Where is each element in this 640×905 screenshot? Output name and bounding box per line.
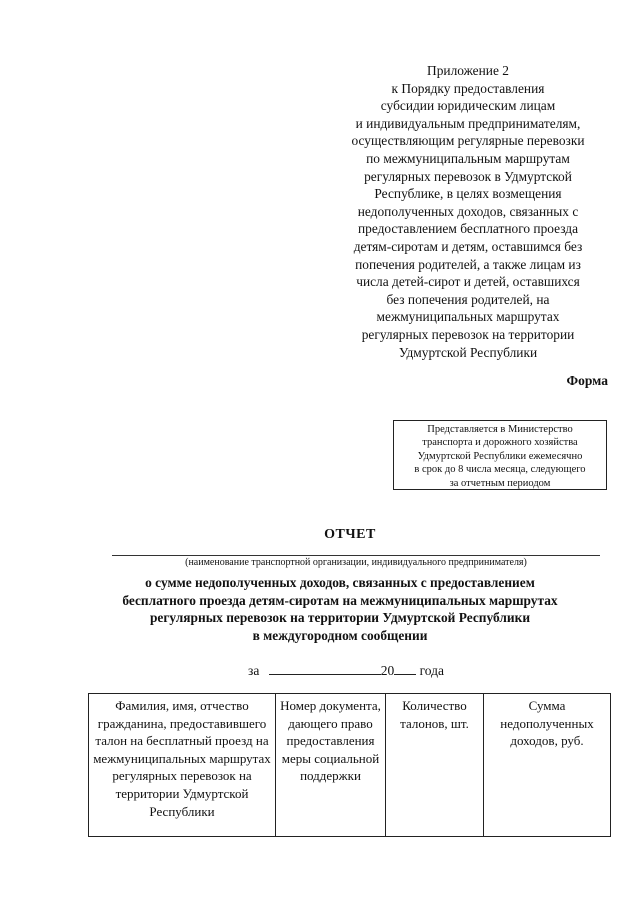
submission-note-line: в срок до 8 числа месяца, следующего (414, 464, 586, 476)
appendix-line: детям-сиротам и детям, оставшимся без (353, 238, 583, 254)
period-year-field[interactable] (394, 660, 416, 675)
appendix-line: предоставлением бесплатного проезда (357, 221, 579, 237)
organization-name-field[interactable] (112, 555, 600, 556)
appendix-line: Республике, в целях возмещения (374, 186, 562, 202)
report-subject-line: бесплатного проезда детям-сиротам на межмуниципальных маршрутах (122, 592, 558, 608)
period-blank-field[interactable] (269, 660, 381, 675)
report-subject-line: в междугородном сообщении (252, 627, 428, 643)
report-subject (40, 574, 640, 644)
appendix-line: Удмуртской Республики (398, 344, 538, 360)
appendix-line: попечения родителей, а также лицам из (355, 256, 581, 272)
header-document-number: Номер документа, дающего право предоставления меры социальной поддержки (276, 694, 386, 837)
report-subject-line: о сумме недополученных доходов, связанных с предоставлением (145, 575, 535, 590)
header-ticket-count: Количество талонов, шт. (386, 694, 484, 837)
appendix-line: к Порядку предоставления (391, 80, 545, 96)
table-header-row (89, 694, 611, 837)
appendix-line: и индивидуальным предпринимателям, (355, 115, 581, 131)
appendix-line: субсидии юридическим лицам (380, 98, 556, 114)
header-lost-income-sum: Сумма недополученных доходов, руб. (484, 694, 611, 837)
appendix-line: Приложение 2 (427, 63, 509, 78)
appendix-line: регулярных перевозок в Удмуртской (364, 168, 572, 184)
submission-note-line: за отчетным периодом (449, 477, 551, 489)
submission-note-line: Удмуртской Республики ежемесячно (417, 450, 583, 462)
appendix-line: регулярных перевозок на территории (361, 326, 575, 342)
appendix-line: по межмуниципальным маршрутам (366, 150, 570, 166)
report-table (88, 693, 611, 837)
appendix-heading (300, 62, 636, 361)
period-prefix: за (248, 663, 260, 678)
report-period (248, 660, 444, 679)
header-full-name: Фамилия, имя, отчество гражданина, предоставившего талон на бесплатный проезд на межмуниципальных маршрутах регулярных перевозок на территории Удмуртской Республики (89, 694, 276, 837)
appendix-line: межмуниципальных маршрутах (376, 309, 560, 325)
submission-note-line: Представляется в Министерство (427, 424, 573, 435)
appendix-line: без попечения родителей, на (386, 291, 550, 307)
appendix-line: недополученных доходов, связанных с (357, 203, 579, 219)
period-suffix: года (419, 663, 445, 678)
appendix-line: осуществляющим регулярные перевозки (351, 133, 585, 149)
organization-name-caption: (наименование транспортной организации, индивидуального предпринимателя) (185, 557, 527, 568)
submission-note-box (393, 420, 607, 490)
period-year-prefix: 20 (380, 663, 395, 678)
report-title: ОТЧЕТ (324, 527, 376, 542)
appendix-line: числа детей-сирот и детей, оставшихся (356, 274, 580, 290)
report-subject-line: регулярных перевозок на территории Удмуртской Республики (149, 610, 531, 626)
submission-note-line: транспорта и дорожного хозяйства (422, 437, 578, 449)
form-label: Форма (566, 373, 608, 388)
